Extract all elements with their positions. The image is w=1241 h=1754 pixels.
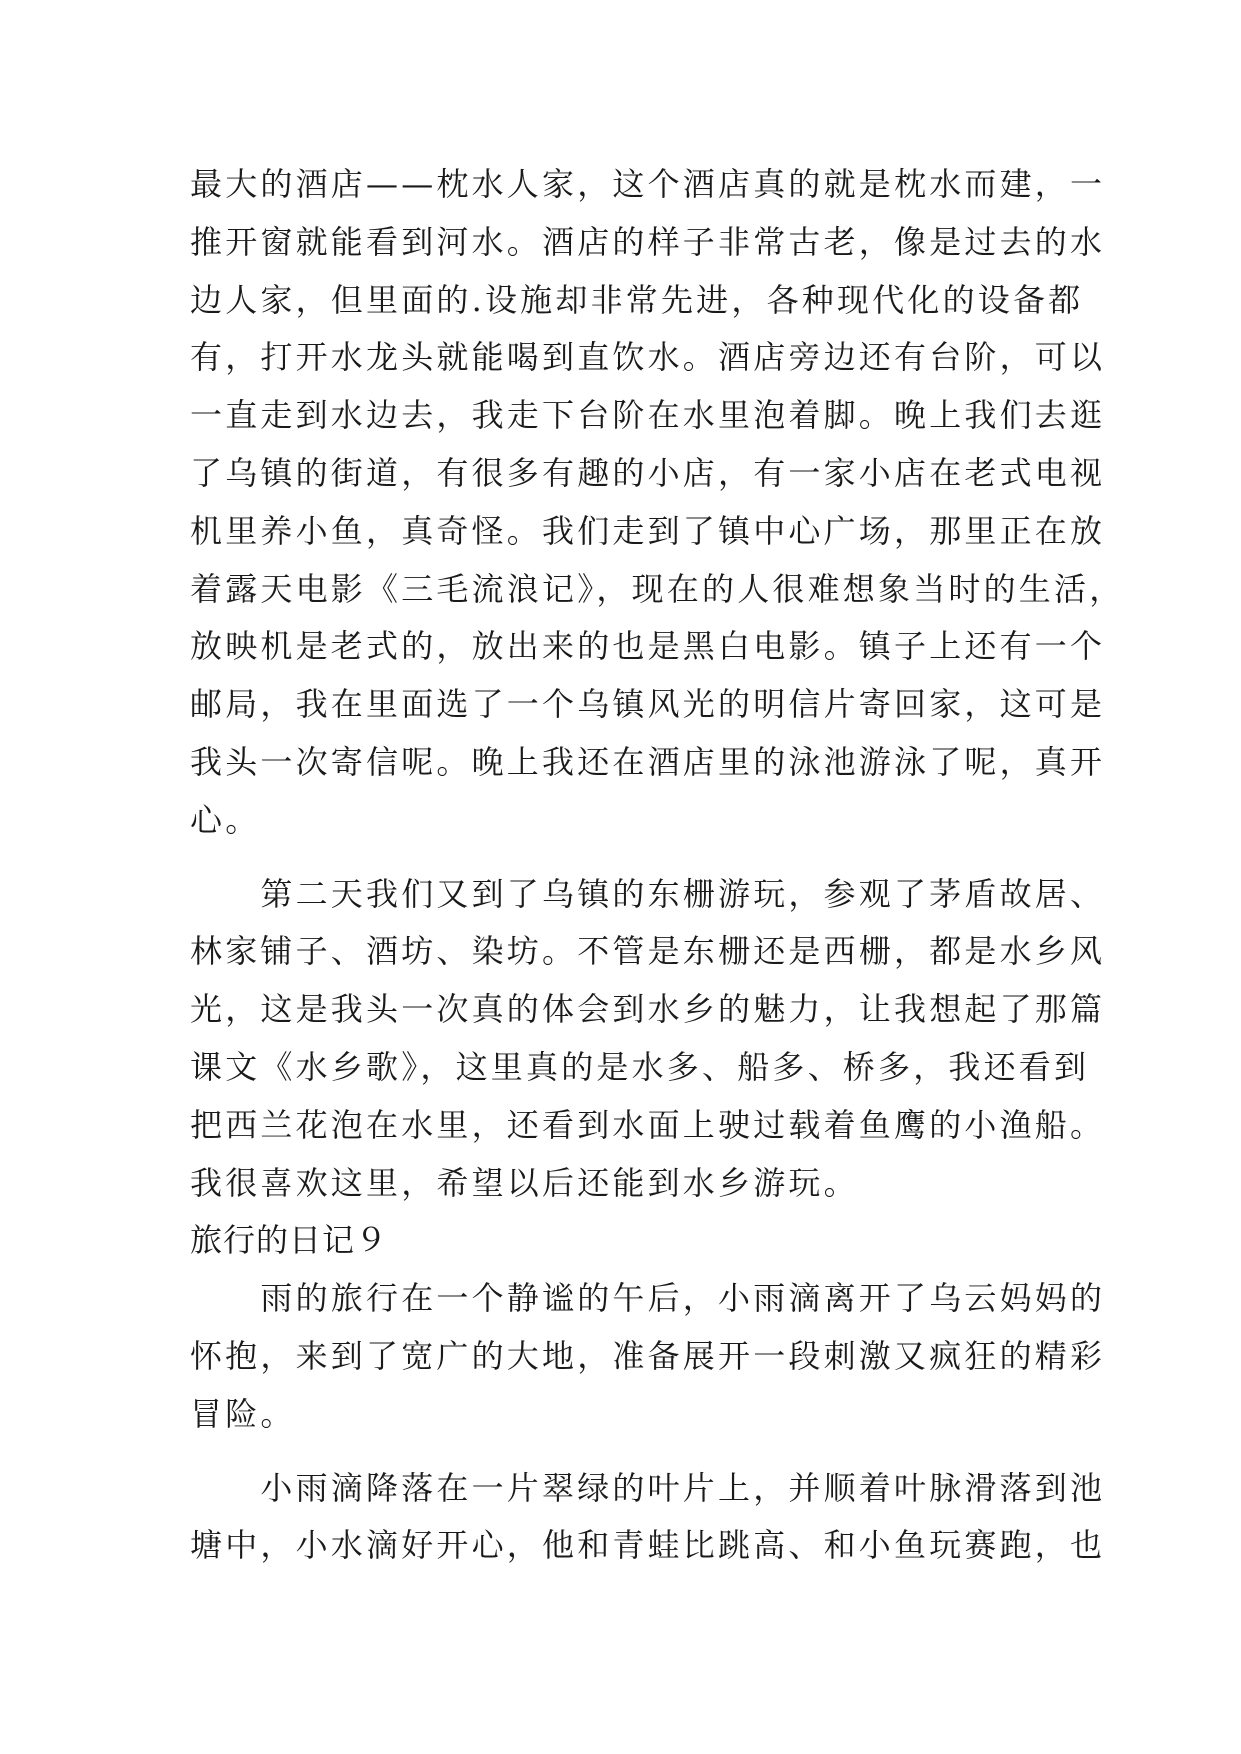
text-line: 光，这是我头一次真的体会到水乡的魅力，让我想起了那篇: [190, 990, 1106, 1029]
text-line: 一直走到水边去，我走下台阶在水里泡着脚。晚上我们去逛: [190, 396, 1106, 435]
text-line: 小雨滴降落在一片翠绿的叶片上，并顺着叶脉滑落到池: [190, 1468, 1106, 1507]
paragraph-gap: [190, 1444, 1050, 1460]
text-line: 心。: [190, 800, 261, 839]
text-line: 冒险。: [190, 1394, 296, 1433]
text-line: 着露天电影《三毛流浪记》，现在的人很难想象当时的生活，: [190, 569, 1125, 608]
text-line: 有，打开水龙头就能喝到直饮水。酒店旁边还有台阶，可以: [190, 338, 1106, 377]
text-line: 了乌镇的街道，有很多有趣的小店，有一家小店在老式电视: [190, 453, 1106, 492]
paragraph: [190, 156, 1125, 850]
text-line: 最大的酒店——枕水人家，这个酒店真的就是枕水而建，一: [190, 165, 1106, 203]
paragraph: [190, 1460, 1106, 1576]
text-line: 边人家，但里面的.设施却非常先进，各种现代化的设备都: [190, 280, 1084, 319]
paragraph-gap: [190, 850, 1050, 866]
text-line: 推开窗就能看到河水。酒店的样子非常古老，像是过去的水: [190, 222, 1106, 261]
text-line: 我很喜欢这里，希望以后还能到水乡游玩。: [190, 1163, 859, 1202]
text-line: 我头一次寄信呢。晚上我还在酒店里的泳池游泳了呢，真开: [190, 742, 1106, 781]
text-line: 课文《水乡歌》，这里真的是水多、船多、桥多，我还看到: [190, 1047, 1090, 1086]
text-line: 机里养小鱼，真奇怪。我们走到了镇中心广场，那里正在放: [190, 511, 1106, 550]
document-body: [190, 156, 1125, 1575]
paragraph: [190, 866, 1106, 1213]
text-line: 怀抱，来到了宽广的大地，准备展开一段刺激又疯狂的精彩: [190, 1336, 1106, 1375]
text-line: 放映机是老式的，放出来的也是黑白电影。镇子上还有一个: [190, 627, 1106, 666]
text-line: 第二天我们又到了乌镇的东栅游玩，参观了茅盾故居、: [190, 874, 1106, 913]
text-line: 把西兰花泡在水里，还看到水面上驶过载着鱼鹰的小渔船。: [190, 1105, 1106, 1144]
paragraph: [190, 1270, 1106, 1443]
text-line: 雨的旅行在一个静谧的午后，小雨滴离开了乌云妈妈的: [190, 1279, 1106, 1318]
text-line: 林家铺子、酒坊、染坊。不管是东栅还是西栅，都是水乡风: [190, 932, 1106, 971]
text-line: 邮局，我在里面选了一个乌镇风光的明信片寄回家，这可是: [190, 685, 1106, 724]
text-line: 塘中，小水滴好开心，他和青蛙比跳高、和小鱼玩赛跑，也: [190, 1526, 1106, 1565]
section-heading: 旅行的日记９: [190, 1221, 389, 1260]
